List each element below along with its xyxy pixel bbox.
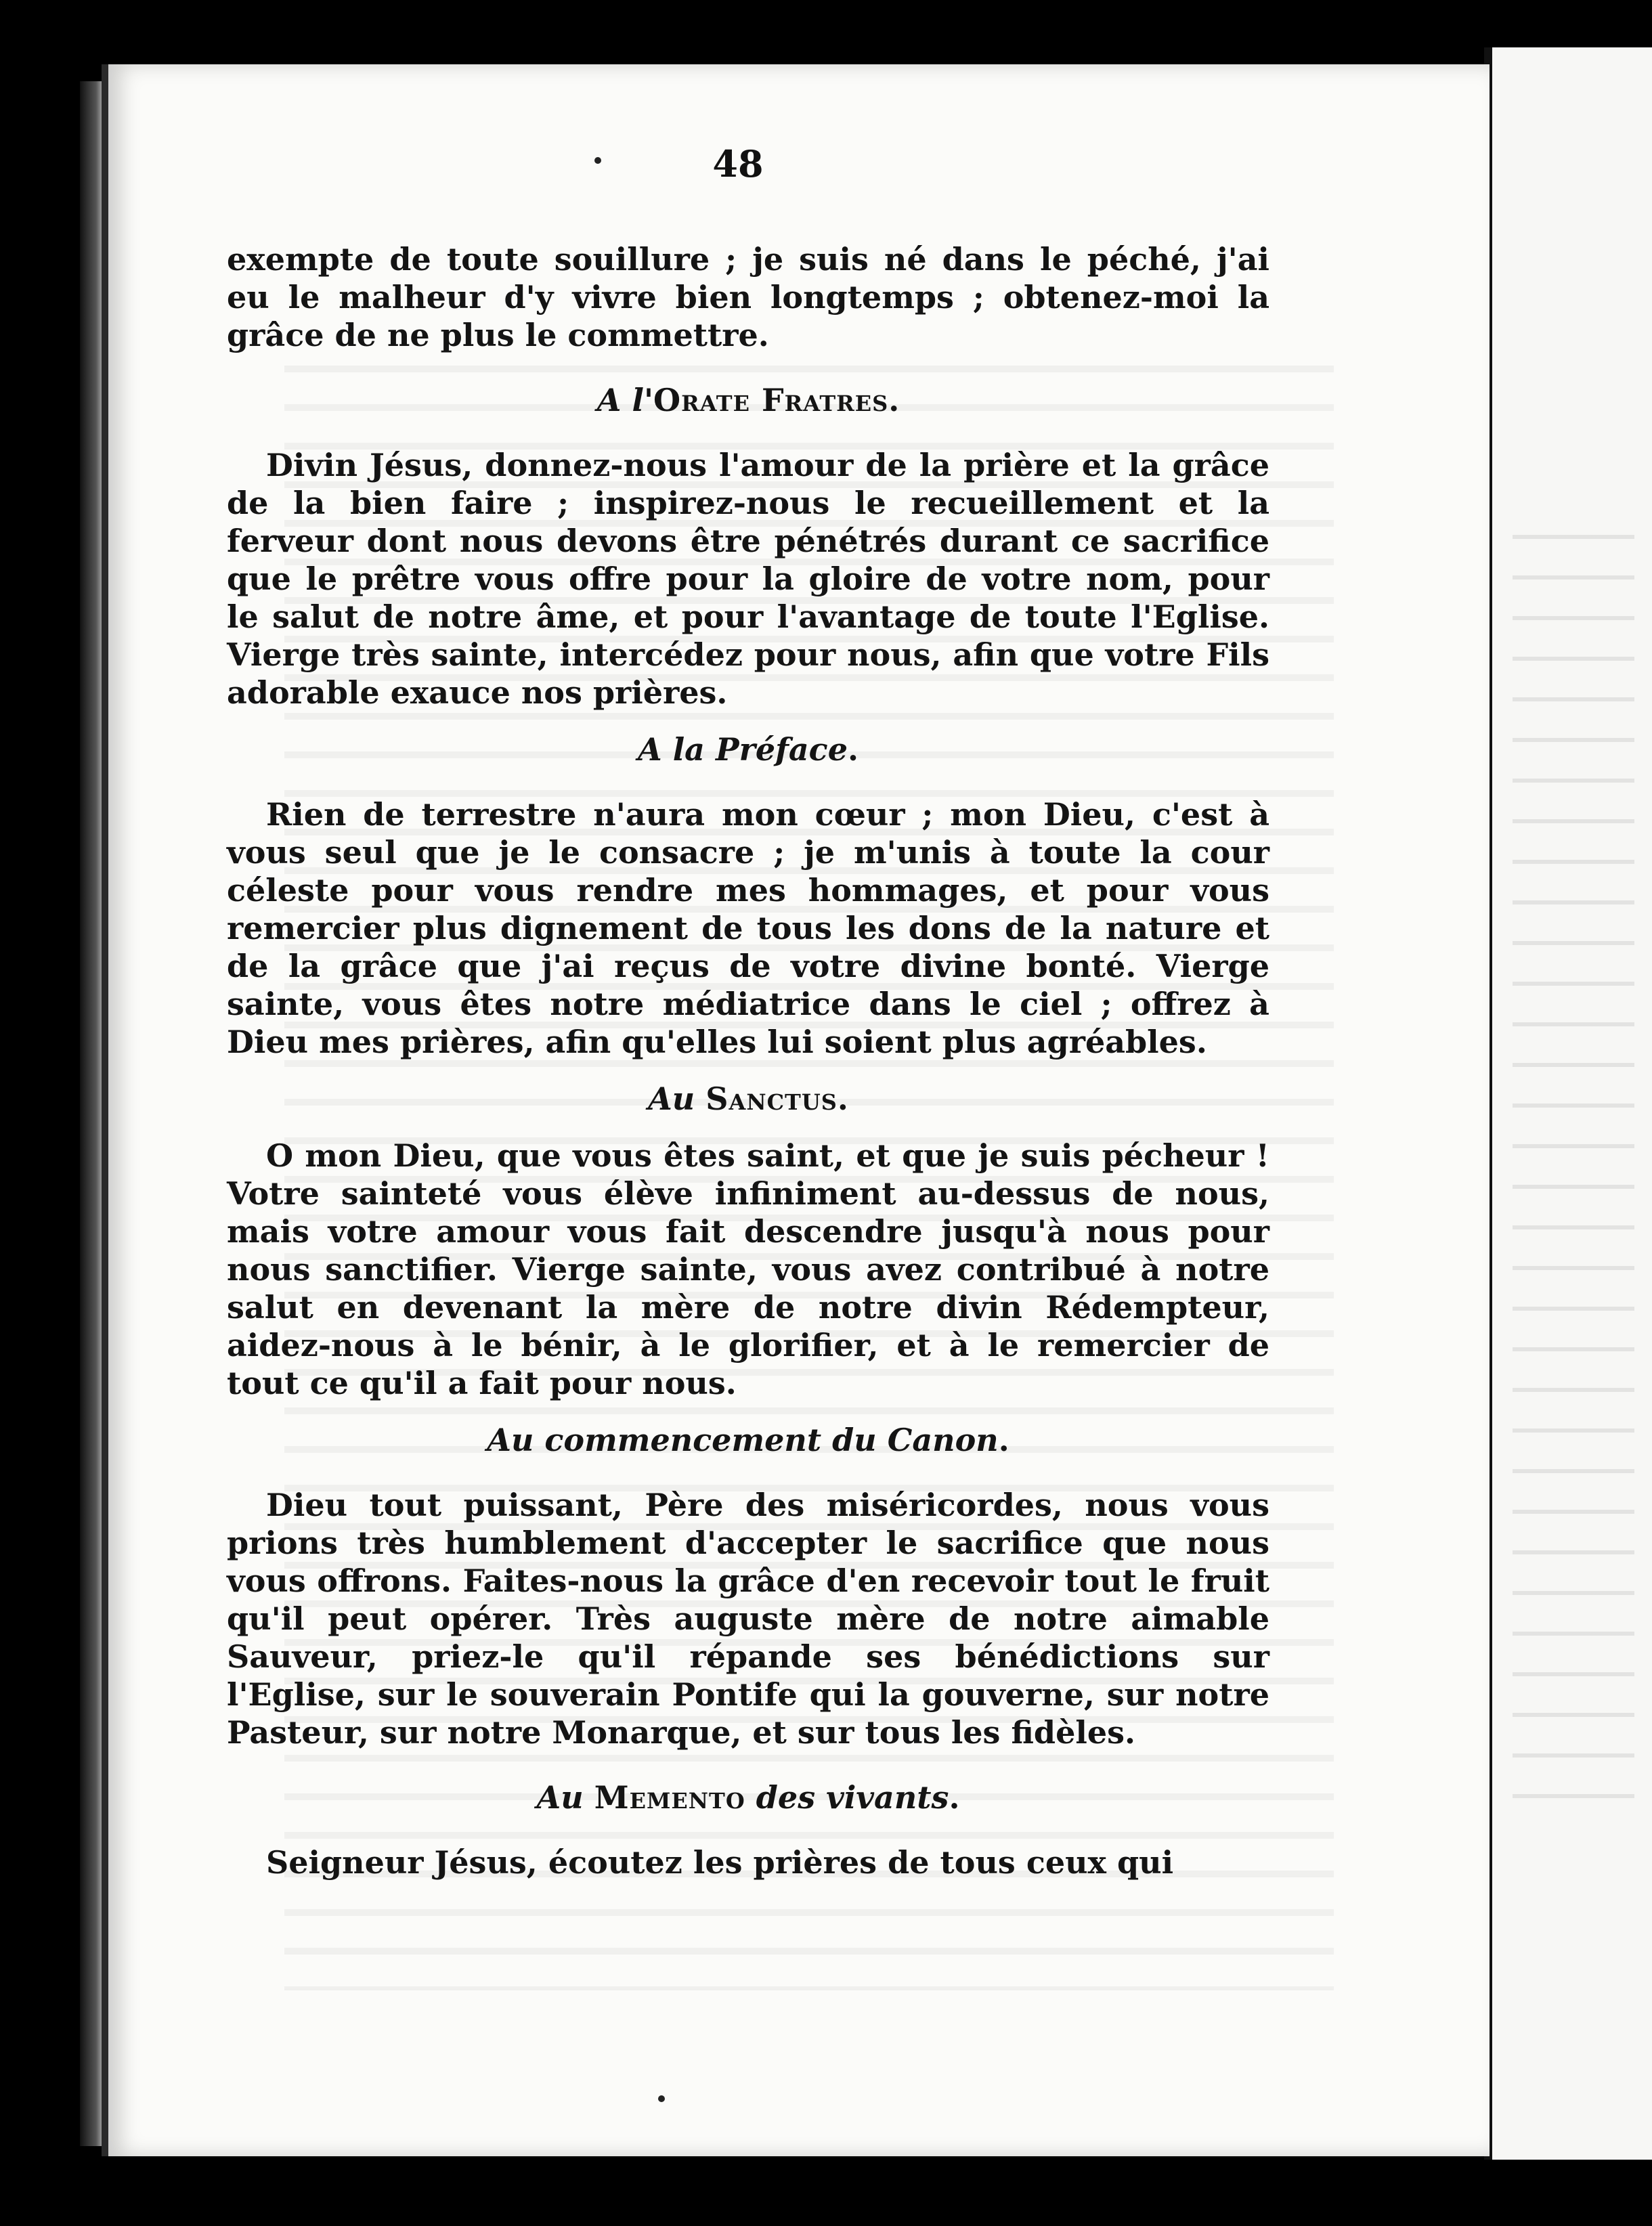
- page-number: 48: [712, 142, 764, 186]
- section-heading-canon: Au commencement du Canon.: [487, 1422, 1009, 1458]
- section-heading-preface: A la Préface.: [638, 731, 858, 768]
- section-heading-memento: Au Memento des vivants.: [536, 1779, 960, 1816]
- paragraph-canon: Dieu tout puissant, Père des miséricordes, nous vous prions très humblement d'accepter le sacrifice que nous vous offrons. Faites-nous la grâce d'en recevoir tout le fruit qu'il peut opérer. Très auguste mère de notre aimable Sauveur, priez-le qu'il répande ses bénédictions sur l'Eglise, sur le souverain Pontife qui la gouverne, sur notre Pasteur, sur notre Monarque, et sur tous les fidèles.: [227, 1487, 1269, 1751]
- facing-page-edge: [1484, 47, 1652, 2160]
- paragraph-memento: Seigneur Jésus, écoutez les prières de tous ceux qui: [266, 1844, 1174, 1881]
- section-heading-orate-fratres: A l'Orate Fratres.: [596, 382, 900, 418]
- paragraph-sanctus: O mon Dieu, que vous êtes saint, et que je suis pécheur ! Votre sainteté vous élève infiniment au-dessus de nous, mais votre amour vous fait descendre jusqu'à nous pour nous sanctifier. Vierge sainte, vous avez contribué à notre salut en devenant la mère de notre divin Rédempteur, aidez-nous à le bénir, à le glorifier, et à le remercier de tout ce qu'il a fait pour nous.: [227, 1137, 1269, 1401]
- facing-page-ghost-text: [1513, 535, 1634, 1821]
- paragraph-preface: Rien de terrestre n'aura mon cœur ; mon Dieu, c'est à vous seul que je le consacre ; je m'unis à toute la cour céleste pour vous rendre mes hommages, et pour vous remercier plus dignement de tous les dons de la nature et de la grâce que j'ai reçus de votre divine bonté. Vierge sainte, vous êtes notre médiatrice dans le ciel ; offrez à Dieu mes prières, afin qu'elles lui soient plus agréables.: [227, 796, 1269, 1060]
- paragraph-orate-fratres: Divin Jésus, donnez-nous l'amour de la prière et la grâce de la bien faire ; inspirez-nous le recueillement et la ferveur dont nous devons être pénétrés durant ce sacrifice que le prêtre vous offre pour la gloire de votre nom, pour le salut de notre âme, et pour l'avantage de toute l'Eglise. Vierge très sainte, intercédez pour nous, afin que votre Fils adorable exauce nos prières.: [227, 447, 1269, 711]
- ink-speck: [594, 157, 601, 164]
- section-heading-sanctus: Au Sanctus.: [648, 1081, 848, 1117]
- paragraph-continuation: exempte de toute souillure ; je suis né dans le péché, j'ai eu le malheur d'y vivre bien longtemps ; obtenez-moi la grâce de ne plus le commettre.: [227, 241, 1269, 353]
- page-text: [227, 240, 1269, 1881]
- ink-speck: [658, 2095, 665, 2102]
